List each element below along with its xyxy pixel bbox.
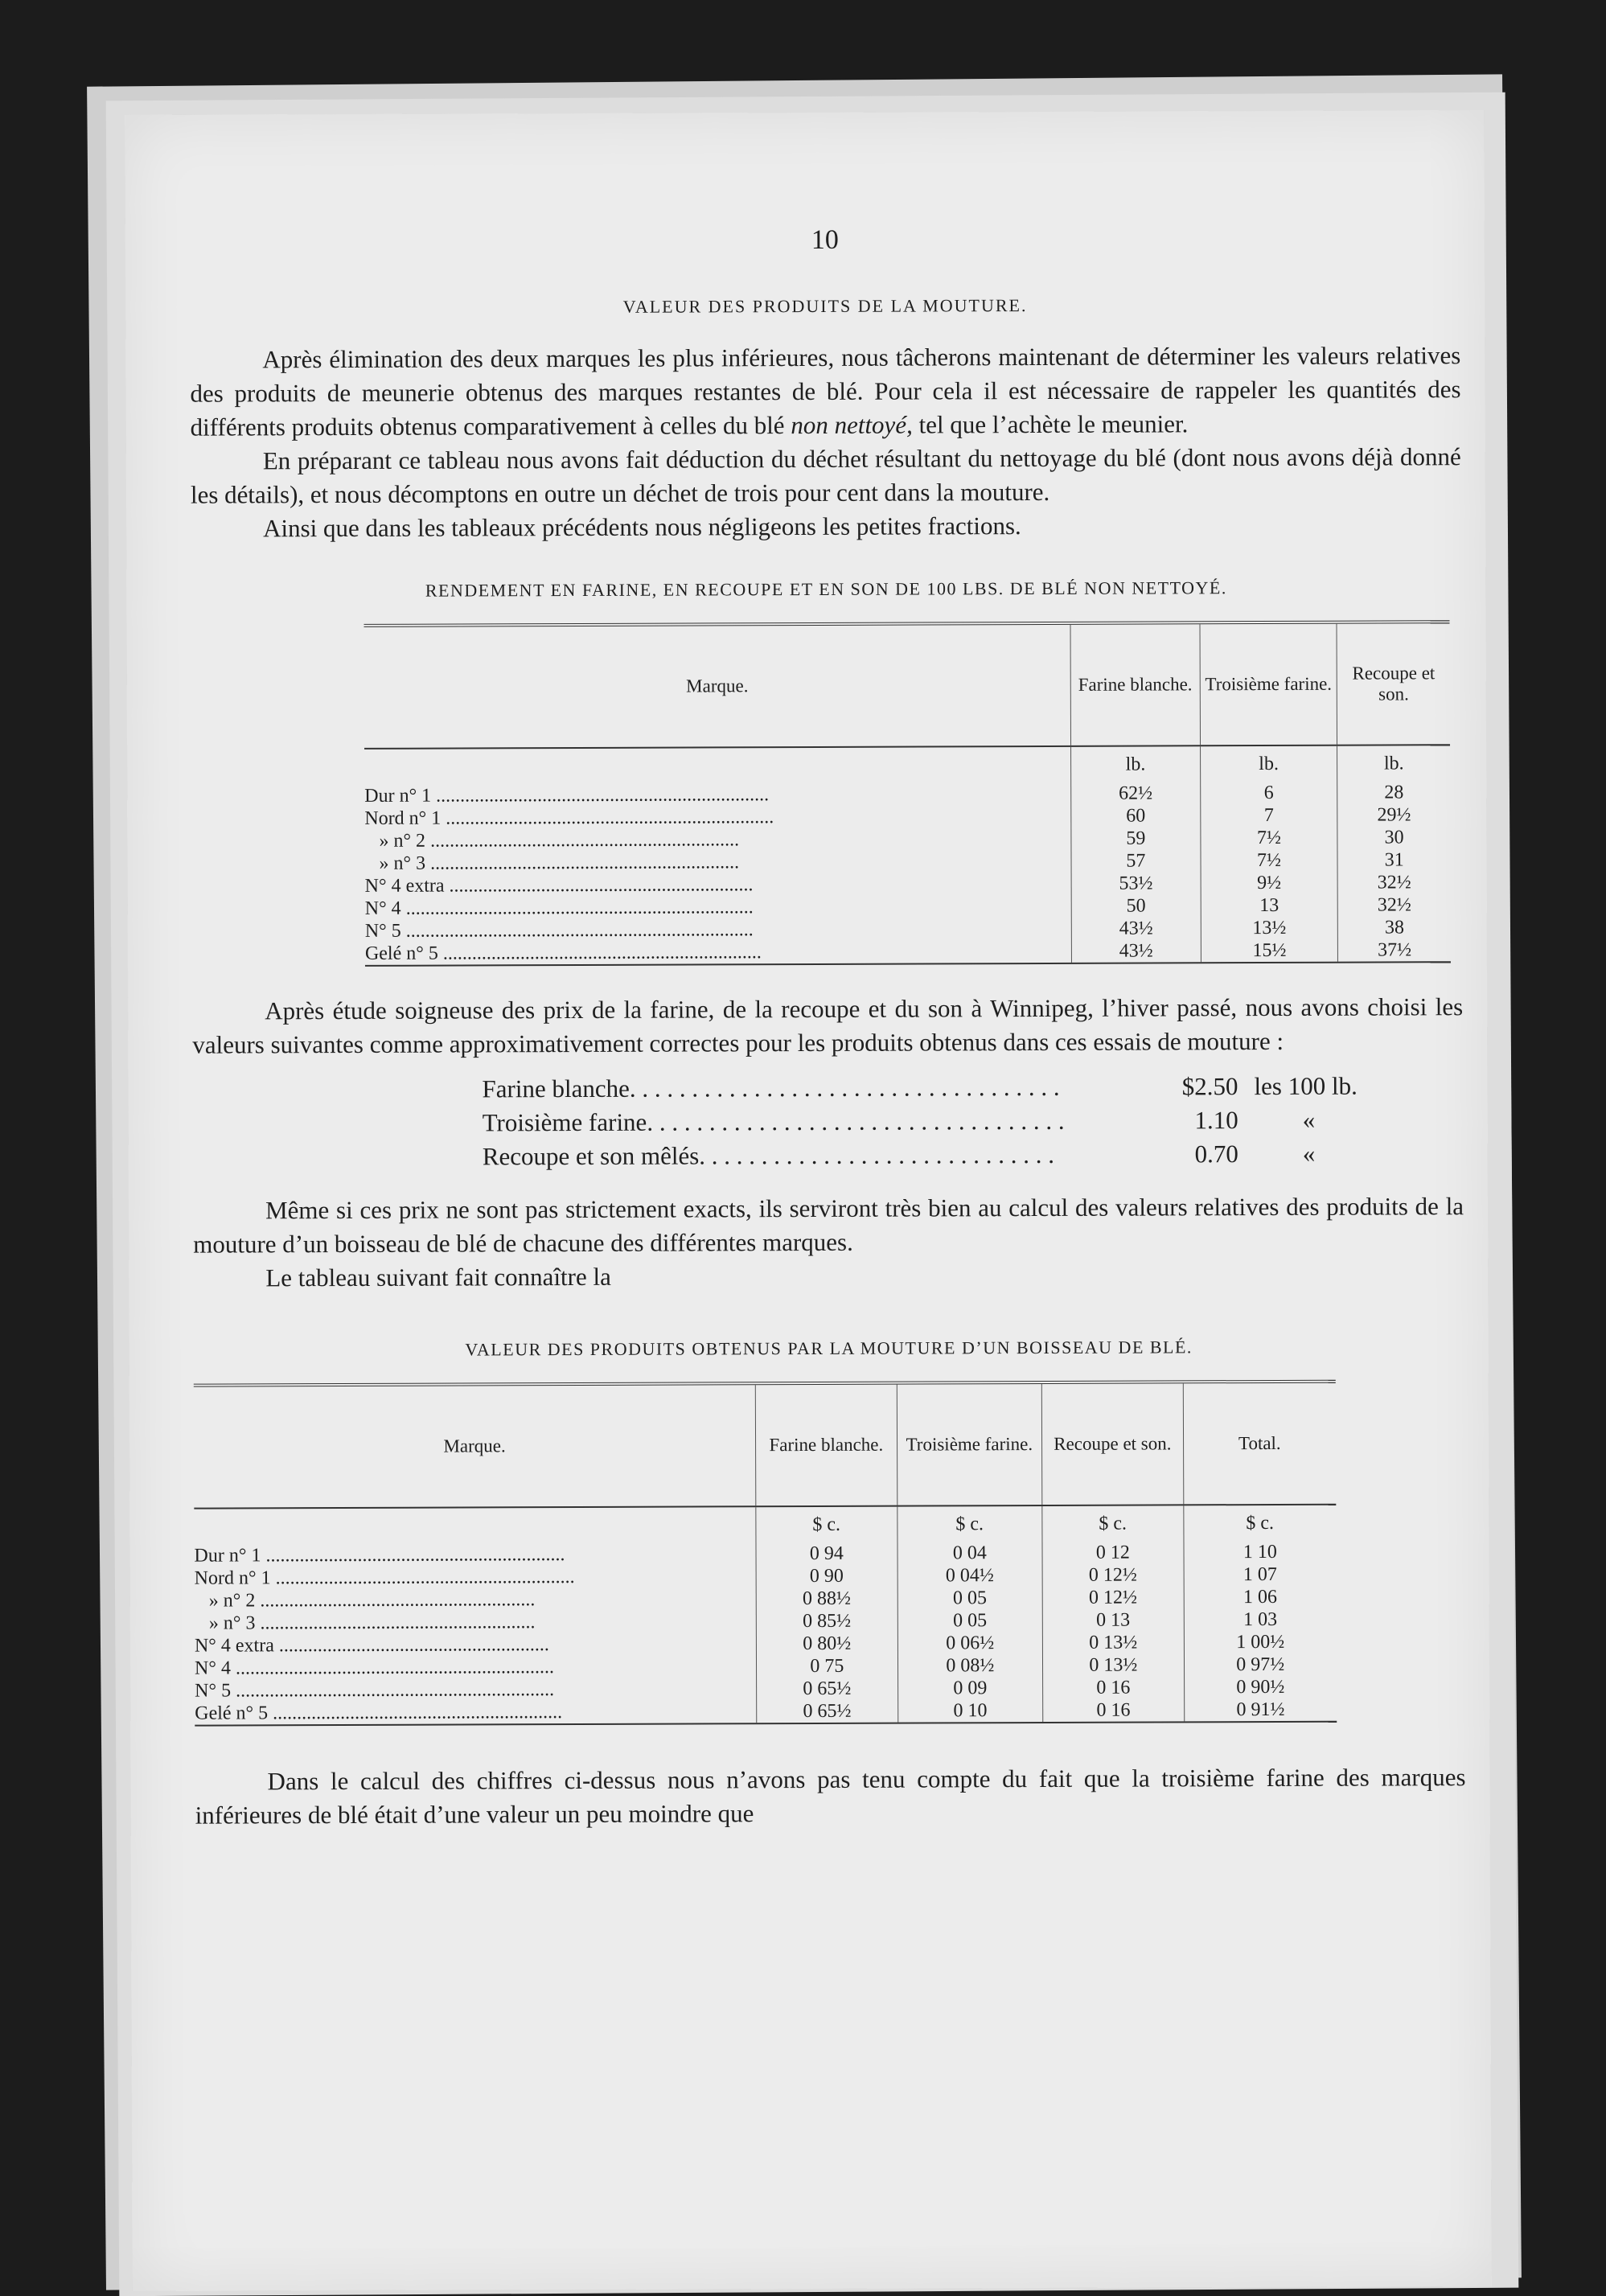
table-cell: 53½ bbox=[1119, 873, 1153, 894]
unit-cell: $ c. bbox=[1099, 1513, 1127, 1534]
header-troisieme-farine: Troisième farine. bbox=[1199, 624, 1337, 745]
price-unit: les 100 lb. bbox=[1254, 1071, 1358, 1101]
table-cell: 38 bbox=[1384, 917, 1405, 939]
unit-cell: $ c. bbox=[955, 1514, 984, 1535]
table-cell: 1 00½ bbox=[1236, 1631, 1285, 1653]
value-table-header bbox=[194, 1383, 1337, 1509]
table-cell: 0 10 bbox=[953, 1700, 988, 1722]
col-troisieme-farine bbox=[1200, 746, 1338, 963]
price-value: $2.50 bbox=[1181, 1072, 1238, 1101]
table-cell: 0 16 bbox=[1096, 1699, 1131, 1721]
document-page bbox=[125, 110, 1491, 2291]
table-cell: 0 12 bbox=[1095, 1542, 1130, 1563]
table-row-label: N° 5 ........................................................................ bbox=[364, 919, 754, 942]
table-row-label: » n° 2 ................................................................ bbox=[379, 829, 740, 852]
unit-cell bbox=[194, 1507, 755, 1544]
yield-table-header bbox=[364, 623, 1451, 750]
table-cell: 0 90½ bbox=[1236, 1676, 1285, 1698]
table-cell: 13½ bbox=[1252, 917, 1287, 939]
closing-paragraph: Dans le calcul des chiffres ci-dessus nous n’avons pas tenu compte du fait que la troisième farine des marques inférieures de blé était d’une valeur un peu moindre que bbox=[195, 1763, 1466, 1830]
col-farine-blanche bbox=[1070, 746, 1201, 963]
table-cell: 7½ bbox=[1256, 849, 1282, 872]
table-row-label: » n° 3 ................................................................ bbox=[379, 852, 740, 874]
table-cell: 1 03 bbox=[1243, 1608, 1278, 1631]
table-cell: 0 08½ bbox=[946, 1655, 995, 1677]
price-unit: « bbox=[1302, 1105, 1316, 1134]
table-row-label: » n° 3 ......................................................... bbox=[208, 1612, 536, 1634]
table-row-label: Gelé n° 5 ............................................................ bbox=[195, 1702, 563, 1724]
col-troisieme-farine bbox=[897, 1506, 1042, 1723]
header-marque: Marque. bbox=[443, 1436, 506, 1456]
table-cell: 0 12½ bbox=[1088, 1587, 1138, 1608]
table-cell: 0 88½ bbox=[802, 1587, 852, 1610]
paragraph-2: En préparant ce tableau nous avons fait déduction du déchet résultant du nettoyage du blé (dont nous avons déjà donné les détails), et nous décomptons en outre un déchet de trois pour cent dans la mouture. bbox=[190, 442, 1461, 509]
table-row-label: Nord n° 1 .................................................................... bbox=[364, 807, 774, 829]
table-cell: 0 80½ bbox=[803, 1633, 852, 1655]
table-cell: 0 65½ bbox=[803, 1700, 852, 1723]
prices-intro: Après étude soigneuse des prix de la farine, de la recoupe et du son à Winnipeg, l’hiver passé, nous avons choisi les valeurs suivantes comme approximativement correctes pour les produits obtenus dans ces essais de mouture : bbox=[192, 992, 1464, 1059]
header-total: Total. bbox=[1182, 1383, 1336, 1505]
table-cell: 1 10 bbox=[1242, 1541, 1277, 1563]
table-row-label: N° 4 .................................................................. bbox=[194, 1657, 555, 1679]
table-row-label: Gelé n° 5 .................................................................. bbox=[364, 942, 762, 964]
value-table bbox=[194, 1380, 1337, 1727]
unit-cell: lb. bbox=[1383, 753, 1404, 774]
table-cell: 32½ bbox=[1377, 894, 1411, 916]
price-list bbox=[482, 1069, 1463, 1173]
table-cell: 0 12½ bbox=[1088, 1564, 1137, 1586]
page-content bbox=[190, 223, 1466, 1833]
price-name: Farine blanche bbox=[482, 1074, 630, 1103]
paragraph-1: Après élimination des deux marques les plus inférieures, nous tâcherons maintenant de déterminer les valeurs relatives des produits de meunerie obtenus des marques restantes de blé. Pour cela il est nécessaire de rappeler les quantités des différents produits obtenus comparativement à celles du blé non nettoyé, tel que l’achète le meunier. bbox=[190, 341, 1461, 442]
col-total bbox=[1183, 1505, 1337, 1722]
price-row: Recoupe et son mêlés. . . . . . . . . . . . . . . . . . . . . . . . . . . . . 0.70 « bbox=[483, 1136, 1464, 1173]
unit-cell: $ c. bbox=[812, 1514, 841, 1535]
table-cell: 0 13 bbox=[1096, 1609, 1131, 1631]
price-name: Recoupe et son mêlés bbox=[482, 1141, 700, 1171]
unit-cell bbox=[364, 747, 1070, 785]
col-recoupe-son bbox=[1337, 745, 1451, 961]
header-farine-blanche: Farine blanche. bbox=[1070, 624, 1200, 745]
table-cell: 30 bbox=[1384, 827, 1404, 848]
table-cell: 59 bbox=[1126, 828, 1146, 849]
table-cell: 29½ bbox=[1377, 804, 1411, 826]
paragraph-3: Ainsi que dans les tableaux précédents nous négligeons les petites fractions. bbox=[263, 511, 1021, 543]
value-table-body bbox=[194, 1505, 1337, 1725]
price-row: Farine blanche. . . . . . . . . . . . . . . . . . . . . . . . . . . . . . . . . . . $2.50 les 100 lb. bbox=[482, 1069, 1463, 1106]
table1-title: RENDEMENT EN FARINE, EN RECOUPE ET EN SON DE 100 LBS. DE BLÉ NON NETTOYÉ. bbox=[425, 577, 1227, 601]
table-cell: 7½ bbox=[1256, 827, 1281, 849]
col-marque bbox=[194, 1507, 756, 1724]
table-cell: 0 13½ bbox=[1089, 1632, 1138, 1653]
table-row-label: N° 4 extra ............................................................... bbox=[364, 874, 754, 897]
table-row-label: N° 4 extra ........................................................ bbox=[194, 1634, 549, 1657]
yield-table bbox=[364, 620, 1450, 967]
table-cell: 0 09 bbox=[953, 1678, 988, 1699]
table-cell: 43½ bbox=[1119, 940, 1153, 962]
table-row-label: » n° 2 ......................................................... bbox=[208, 1589, 536, 1612]
price-value: 1.10 bbox=[1194, 1106, 1238, 1135]
col-marque bbox=[364, 747, 1071, 965]
table-cell: 0 65½ bbox=[803, 1678, 852, 1700]
table-cell: 28 bbox=[1384, 782, 1404, 803]
table-cell: 31 bbox=[1384, 849, 1404, 871]
header-recoupe-son: Recoupe et son. bbox=[1041, 1383, 1183, 1505]
table-row-label: N° 5 .................................................................. bbox=[195, 1679, 555, 1702]
table2-lead-in: Le tableau suivant fait connaître la bbox=[265, 1262, 611, 1292]
table-cell: 0 05 bbox=[953, 1610, 988, 1632]
table-cell: 0 85½ bbox=[803, 1610, 852, 1633]
col-recoupe-son bbox=[1041, 1505, 1183, 1722]
table-cell: 0 04 bbox=[952, 1542, 987, 1564]
table-cell: 50 bbox=[1126, 895, 1146, 917]
price-name: Troisième farine bbox=[482, 1107, 647, 1137]
table-cell: 57 bbox=[1126, 850, 1146, 872]
table-row-label: Dur n° 1 ..................................................................... bbox=[364, 784, 770, 807]
table2-title: VALEUR DES PRODUITS OBTENUS PAR LA MOUTURE D’UN BOISSEAU DE BLÉ. bbox=[465, 1337, 1193, 1360]
price-value: 0.70 bbox=[1194, 1140, 1238, 1169]
table-row-label: Nord n° 1 .............................................................. bbox=[194, 1567, 575, 1589]
table-cell: 13 bbox=[1259, 894, 1279, 917]
table-cell: 62½ bbox=[1119, 782, 1153, 804]
table-cell: 32½ bbox=[1377, 872, 1411, 893]
table-cell: 0 13½ bbox=[1089, 1654, 1138, 1676]
price-row: Troisième farine. . . . . . . . . . . . . . . . . . . . . . . . . . . . . . . . . . 1.10 « bbox=[483, 1103, 1464, 1140]
table-cell: 37½ bbox=[1378, 939, 1412, 961]
table-cell: 43½ bbox=[1119, 918, 1153, 939]
page-number: 10 bbox=[811, 224, 839, 255]
col-farine-blanche bbox=[755, 1507, 897, 1723]
table-cell: 1 06 bbox=[1242, 1586, 1278, 1608]
table-cell: 0 97½ bbox=[1236, 1653, 1285, 1676]
table-row-label: N° 4 ........................................................................ bbox=[364, 897, 754, 919]
table-cell: 9½ bbox=[1257, 872, 1282, 894]
table-cell: 0 91½ bbox=[1236, 1698, 1285, 1721]
header-troisieme-farine: Troisième farine. bbox=[896, 1384, 1041, 1505]
table-cell: 0 06½ bbox=[946, 1633, 995, 1654]
table-cell: 15½ bbox=[1252, 939, 1287, 962]
table-cell: 0 75 bbox=[810, 1655, 844, 1677]
prices-after: Même si ces prix ne sont pas strictement exacts, ils serviront très bien au calcul des valeurs relatives des produits de la mouture d’un boisseau de blé de chacune des différentes marques. bbox=[193, 1192, 1464, 1259]
table-cell: 7 bbox=[1263, 804, 1274, 827]
table-cell: 0 05 bbox=[952, 1587, 988, 1609]
section-heading: VALEUR DES PRODUITS DE LA MOUTURE. bbox=[622, 295, 1028, 317]
price-unit: « bbox=[1302, 1139, 1316, 1168]
table-cell: 0 94 bbox=[809, 1542, 844, 1564]
header-marque: Marque. bbox=[686, 676, 749, 696]
table-row-label: Dur n° 1 .............................................................. bbox=[194, 1544, 565, 1567]
table-cell: 1 07 bbox=[1242, 1563, 1277, 1586]
table-cell: 0 04½ bbox=[945, 1565, 994, 1587]
unit-cell: lb. bbox=[1259, 753, 1279, 775]
table-cell: 0 16 bbox=[1096, 1677, 1131, 1698]
yield-table-body bbox=[364, 745, 1451, 965]
table-cell: 0 90 bbox=[809, 1565, 844, 1587]
header-farine-blanche: Farine blanche. bbox=[755, 1385, 897, 1506]
table-cell: 6 bbox=[1263, 782, 1274, 804]
unit-cell: $ c. bbox=[1246, 1512, 1275, 1534]
table-cell: 60 bbox=[1126, 805, 1146, 827]
unit-cell: lb. bbox=[1125, 754, 1146, 775]
header-recoupe-son: Recoupe et son. bbox=[1337, 623, 1450, 744]
